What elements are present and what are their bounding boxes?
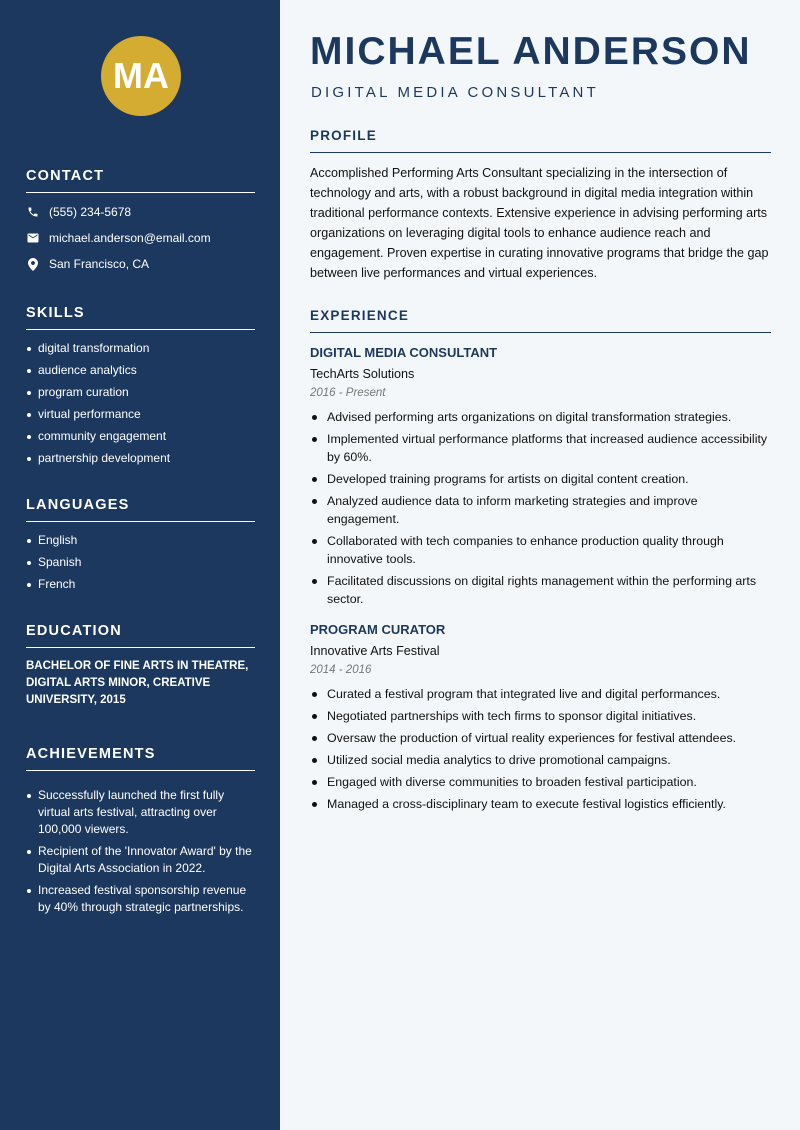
skill-item: program curation [26,384,255,401]
languages-section [26,497,255,598]
job-bullet: Engaged with diverse communities to broaden festival participation. [310,773,771,791]
achievements-heading: ACHIEVEMENTS [26,746,255,771]
job-company: Innovative Arts Festival [310,644,440,658]
job-dates: 2016 - Present [310,387,386,399]
contact-phone[interactable] [26,199,255,225]
job-title: PROGRAM CURATOR [310,622,446,637]
job-bullets [310,408,771,608]
skill-item: partnership development [26,450,255,467]
languages-list [26,532,255,593]
location-pin-icon [26,257,40,271]
avatar: MA [101,36,181,116]
job-bullet: Analyzed audience data to inform marketing strategies and improve engagement. [310,492,771,528]
profile-text: Accomplished Performing Arts Consultant specializing in the intersection of technology and arts, with a robust background in digital media integration within traditional performance contexts. Extensive experience in advising performing arts organizations on leveraging digital tools to enhance audience reach and engagement. Proven expertise in curating innovative programs that bridge the gap between live performances and virtual experiences. [310,166,769,280]
experience-section [310,308,771,817]
skill-item: community engagement [26,428,255,445]
contact-email[interactable] [26,225,255,251]
job-entry [310,622,771,813]
job-bullet: Curated a festival program that integrated live and digital performances. [310,685,771,703]
mail-icon [26,231,40,245]
language-item: French [26,576,255,593]
achievement-item: Increased festival sponsorship revenue by 40% through strategic partnerships. [26,882,255,916]
achievement-item: Recipient of the 'Innovator Award' by the Digital Arts Association in 2022. [26,843,255,877]
achievements-list [26,787,255,916]
skill-item: virtual performance [26,406,255,423]
skill-item: audience analytics [26,362,255,379]
job-company: TechArts Solutions [310,367,415,381]
contact-section [26,168,255,277]
achievement-item: Successfully launched the first fully virtual arts festival, attracting over 100,000 viewers. [26,787,255,838]
language-item: Spanish [26,554,255,571]
job-dates: 2014 - 2016 [310,664,372,676]
skill-item: digital transformation [26,340,255,357]
achievements-section [26,746,255,921]
job-bullet: Advised performing arts organizations on digital transformation strategies. [310,408,771,426]
job-entry [310,345,771,608]
contact-heading: CONTACT [26,168,255,193]
education-heading: EDUCATION [26,623,255,648]
job-bullet: Implemented virtual performance platforms that increased audience accessibility by 60%. [310,430,771,466]
job-bullet: Collaborated with tech companies to enhance production quality through innovative tools. [310,532,771,568]
job-bullet: Managed a cross-disciplinary team to execute festival logistics efficiently. [310,795,771,813]
education-section [26,623,255,709]
candidate-name: MICHAEL ANDERSON [310,30,752,73]
skills-list [26,340,255,467]
job-bullet: Oversaw the production of virtual reality experiences for festival attendees. [310,729,771,747]
sidebar [0,0,280,1130]
job-bullet: Negotiated partnerships with tech firms to sponsor digital initiatives. [310,707,771,725]
education-degree: BACHELOR OF FINE ARTS IN THEATRE, DIGITAL ARTS MINOR, CREATIVE UNIVERSITY, 2015 [26,660,249,706]
skills-heading: SKILLS [26,305,255,330]
profile-heading: PROFILE [310,128,771,153]
email-text: michael.anderson@email.com [49,231,211,245]
job-bullet: Facilitated discussions on digital rights management within the performing arts sector. [310,572,771,608]
job-bullet: Developed training programs for artists on digital content creation. [310,470,771,488]
phone-text: (555) 234-5678 [49,205,132,219]
languages-heading: LANGUAGES [26,497,255,522]
candidate-title: DIGITAL MEDIA CONSULTANT [311,84,599,101]
phone-icon [26,205,40,219]
job-title: DIGITAL MEDIA CONSULTANT [310,345,498,360]
skills-section [26,305,255,472]
location-text: San Francisco, CA [49,257,150,271]
job-bullets [310,685,771,813]
profile-section [310,128,771,283]
job-bullet: Utilized social media analytics to drive promotional campaigns. [310,751,771,769]
contact-location [26,251,255,277]
language-item: English [26,532,255,549]
experience-heading: EXPERIENCE [310,308,771,333]
